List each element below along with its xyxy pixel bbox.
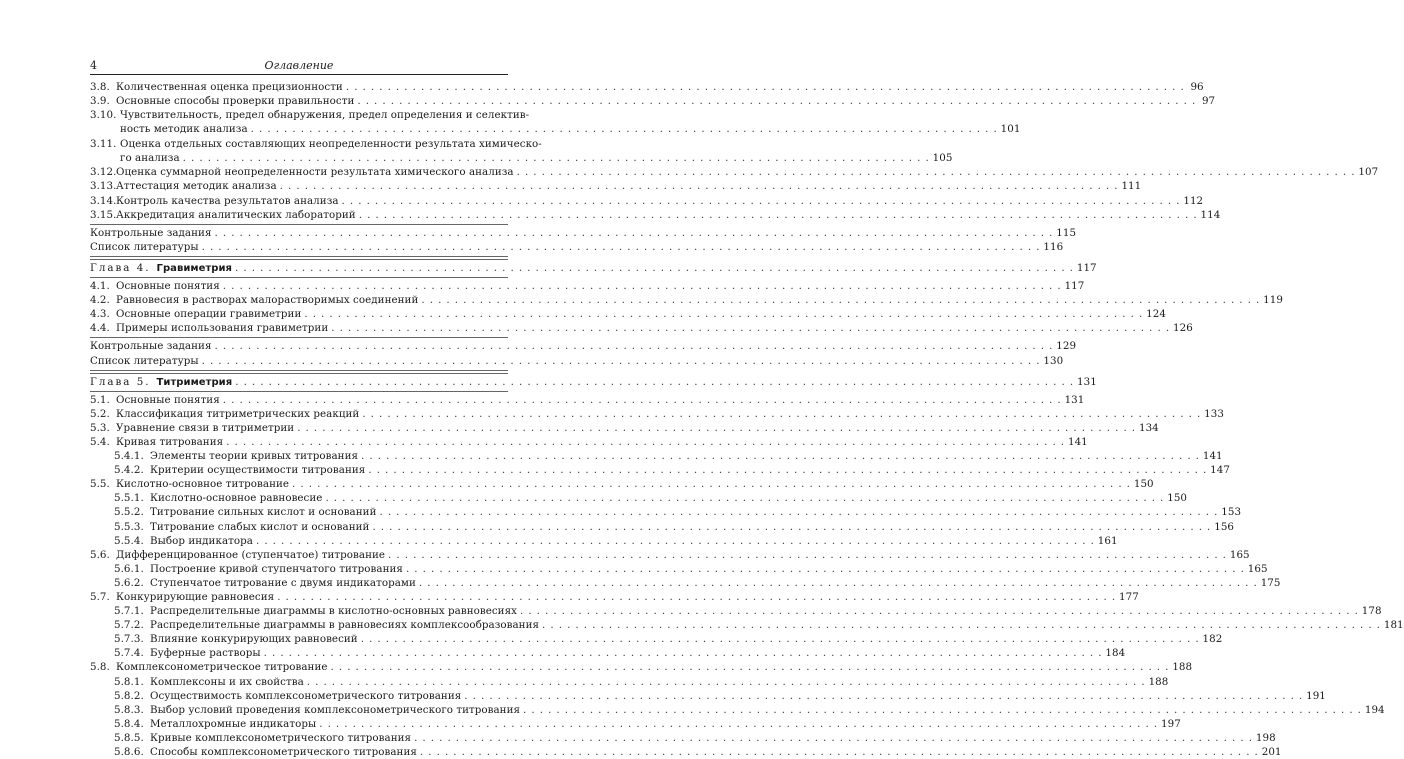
dot-leader bbox=[292, 477, 1131, 491]
toc-entry-page: 131 bbox=[1064, 393, 1085, 406]
toc-entry-page: 165 bbox=[1229, 548, 1250, 561]
toc-entry-title: Список литературы bbox=[90, 240, 199, 253]
chapter-number: Глава 5. bbox=[90, 375, 151, 388]
toc-entry-number: 4.2. bbox=[90, 294, 110, 307]
toc-entry-number: 5.4. bbox=[90, 435, 110, 448]
dot-leader bbox=[372, 520, 1211, 534]
toc-entry[interactable] bbox=[90, 449, 1223, 463]
dot-leader bbox=[419, 576, 1258, 590]
toc-entry-title-line2: го анализа bbox=[120, 152, 180, 165]
toc-entry-number: 3.13. bbox=[90, 180, 117, 193]
toc-entry-number: 5.6. bbox=[90, 548, 110, 561]
toc-entry-page: 130 bbox=[1043, 354, 1064, 367]
toc-entry[interactable] bbox=[90, 421, 1159, 435]
toc-entry-title: Осуществимость комплексонометрического титрования bbox=[150, 689, 462, 702]
dot-leader bbox=[379, 505, 1218, 519]
toc-entry-title: Титрование сильных кислот и оснований bbox=[150, 506, 377, 519]
dot-leader bbox=[414, 731, 1253, 745]
toc-entry-title: Построение кривой ступенчатого титрования bbox=[150, 562, 403, 575]
dot-leader bbox=[388, 548, 1227, 562]
toc-entry-page: 156 bbox=[1214, 520, 1235, 533]
toc-entry-number: 5.8.2. bbox=[114, 689, 144, 702]
toc-entry-page: 117 bbox=[1064, 280, 1085, 293]
toc-entry-title-line1: Оценка отдельных составляющих неопределенности результата химическо- bbox=[120, 137, 542, 150]
page-title: Оглавление bbox=[264, 59, 334, 72]
toc-entry-page: 184 bbox=[1105, 647, 1126, 660]
page-number: 4 bbox=[90, 59, 97, 72]
toc-entry-title: Распределительные диаграммы в равновесиях комплексообразования bbox=[150, 619, 540, 632]
toc-entry-number: 5.8.3. bbox=[114, 703, 144, 716]
toc-entry-page: 198 bbox=[1255, 731, 1276, 744]
toc-entry-page: 114 bbox=[1200, 208, 1221, 221]
toc-entry-title: Кривые комплексонометрического титрования bbox=[150, 731, 412, 744]
toc-entry-page: 131 bbox=[1077, 375, 1097, 388]
toc-entry-page: 188 bbox=[1172, 661, 1193, 674]
section-divider bbox=[90, 224, 508, 225]
dot-leader bbox=[277, 590, 1116, 604]
toc-entry-page: 116 bbox=[1043, 240, 1064, 253]
chapter-number: Глава 4. bbox=[90, 261, 151, 274]
toc-entry-page: 97 bbox=[1201, 95, 1216, 108]
toc-entry-title: Основные понятия bbox=[116, 393, 220, 406]
toc-entry-page: 201 bbox=[1261, 746, 1282, 759]
toc-entry-number: 5.7.3. bbox=[114, 633, 144, 646]
toc-entry-page: 115 bbox=[1056, 226, 1077, 239]
toc-entry-page: 112 bbox=[1183, 194, 1204, 207]
toc-entry-page: 175 bbox=[1260, 576, 1281, 589]
dot-leader bbox=[235, 375, 1074, 389]
toc-entry-number: 5.4.2. bbox=[114, 464, 144, 477]
toc-page bbox=[90, 58, 1404, 759]
toc-entry[interactable] bbox=[90, 562, 1268, 576]
toc-entry-title: Ступенчатое титрование с двумя индикаторами bbox=[150, 576, 416, 589]
running-head bbox=[90, 58, 508, 75]
toc-entry[interactable] bbox=[90, 632, 1223, 646]
toc-entry-number: 5.6.1. bbox=[114, 562, 144, 575]
toc-entry-title: Основные операции гравиметрии bbox=[116, 308, 302, 321]
toc-entry[interactable] bbox=[90, 279, 1085, 293]
toc-entry-number: 5.1. bbox=[90, 393, 110, 406]
toc-entry[interactable] bbox=[90, 393, 1085, 407]
dot-leader bbox=[297, 421, 1136, 435]
toc-entry-title: Дифференцированное (ступенчатое) титрование bbox=[116, 548, 386, 561]
table-of-contents bbox=[90, 80, 1404, 759]
dot-leader bbox=[523, 703, 1362, 717]
toc-entry-title: Влияние конкурирующих равновесий bbox=[150, 633, 358, 646]
dot-leader bbox=[361, 632, 1200, 646]
toc-entry-number: 3.12. bbox=[90, 166, 117, 179]
toc-entry-title: Выбор условий проведения комплексонометрического титрования bbox=[150, 703, 521, 716]
toc-entry-page: 107 bbox=[1358, 166, 1379, 179]
toc-entry[interactable] bbox=[90, 435, 1088, 449]
toc-entry[interactable] bbox=[90, 534, 1118, 548]
toc-entry-title: Аттестация методик анализа bbox=[116, 180, 277, 193]
toc-entry-number: 5.5.1. bbox=[114, 492, 144, 505]
toc-entry[interactable] bbox=[90, 179, 1142, 193]
dot-leader bbox=[331, 321, 1170, 335]
section-divider bbox=[90, 277, 508, 278]
chapter-heading[interactable] bbox=[90, 261, 1097, 275]
toc-entry-page: 161 bbox=[1097, 534, 1118, 547]
toc-entry-number: 3.10. bbox=[90, 109, 117, 122]
dot-leader bbox=[307, 675, 1146, 689]
toc-entry-number: 3.14. bbox=[90, 194, 117, 207]
toc-entry-body bbox=[120, 137, 952, 166]
toc-entry[interactable] bbox=[90, 80, 1204, 94]
toc-entry-number: 4.4. bbox=[90, 322, 110, 335]
dot-leader bbox=[304, 307, 1143, 321]
toc-entry-page: 105 bbox=[932, 152, 953, 165]
section-divider bbox=[90, 337, 508, 338]
toc-entry-title: Оценка суммарной неопределенности результата химического анализа bbox=[116, 166, 514, 179]
toc-entry[interactable] bbox=[90, 618, 1404, 632]
toc-entry-title: Основные способы проверки правильности bbox=[116, 95, 355, 108]
toc-entry-page: 129 bbox=[1056, 340, 1077, 353]
dot-leader bbox=[361, 449, 1200, 463]
toc-entry-title: Металлохромные индикаторы bbox=[150, 717, 317, 730]
toc-entry[interactable] bbox=[90, 745, 1282, 759]
toc-entry-title-line1: Чувствительность, предел обнаружения, предел определения и селектив- bbox=[120, 109, 530, 122]
toc-entry-page: 177 bbox=[1119, 591, 1139, 603]
toc-entry-title: Выбор индикатора bbox=[150, 534, 253, 547]
toc-entry-page: 182 bbox=[1202, 633, 1223, 646]
toc-entry[interactable] bbox=[90, 675, 1169, 689]
toc-entry[interactable] bbox=[90, 505, 1242, 519]
toc-entry-title: Титрование слабых кислот и оснований bbox=[150, 520, 370, 533]
toc-entry[interactable] bbox=[90, 689, 1326, 703]
toc-entry[interactable] bbox=[90, 576, 1281, 590]
toc-entry-title: Буферные растворы bbox=[150, 647, 261, 660]
toc-entry[interactable] bbox=[90, 240, 1064, 254]
toc-entry-number: 5.2. bbox=[90, 407, 110, 420]
toc-entry-page: 111 bbox=[1121, 180, 1142, 193]
toc-entry-page: 194 bbox=[1364, 703, 1385, 716]
toc-entry-number: 3.11. bbox=[90, 137, 117, 150]
chapter-title: Гравиметрия bbox=[156, 262, 233, 274]
toc-entry-page: 141 bbox=[1067, 435, 1088, 448]
toc-entry[interactable] bbox=[90, 548, 1250, 562]
toc-entry-title: Элементы теории кривых титрования bbox=[150, 450, 359, 463]
toc-entry-page: 101 bbox=[1000, 123, 1021, 136]
toc-entry-page: 178 bbox=[1361, 605, 1382, 618]
dot-leader bbox=[256, 534, 1095, 548]
dot-leader bbox=[264, 646, 1103, 660]
toc-entry-page: 188 bbox=[1148, 675, 1169, 688]
chapter-title: Титриметрия bbox=[156, 376, 233, 388]
toc-entry-page: 150 bbox=[1133, 478, 1154, 491]
toc-entry-line2 bbox=[120, 122, 1020, 136]
toc-entry-page: 150 bbox=[1167, 492, 1188, 505]
toc-entry[interactable] bbox=[90, 94, 1216, 108]
toc-entry[interactable] bbox=[90, 407, 1224, 421]
toc-entry[interactable] bbox=[90, 491, 1188, 505]
toc-entry-title: Список литературы bbox=[90, 354, 199, 367]
toc-entry-page: 141 bbox=[1202, 450, 1223, 463]
toc-entry-page: 133 bbox=[1204, 407, 1224, 420]
toc-entry[interactable] bbox=[90, 477, 1154, 491]
dot-leader bbox=[406, 562, 1245, 576]
dot-leader bbox=[226, 435, 1065, 449]
toc-entry-page: 134 bbox=[1138, 421, 1159, 434]
toc-entry[interactable] bbox=[90, 339, 1077, 353]
dot-leader bbox=[357, 94, 1196, 108]
toc-entry[interactable] bbox=[90, 226, 1077, 240]
toc-entry-title: Контроль качества результатов анализа bbox=[116, 194, 339, 207]
dot-leader bbox=[183, 151, 930, 165]
toc-entry-title: Классификация титриметрических реакций bbox=[116, 407, 360, 420]
toc-entry[interactable] bbox=[90, 520, 1235, 534]
toc-entry-number: 4.3. bbox=[90, 308, 110, 321]
toc-entry-title: Распределительные диаграммы в кислотно-основных равновесиях bbox=[150, 605, 517, 618]
toc-entry-number: 5.7.1. bbox=[114, 605, 144, 618]
toc-entry-number: 5.5.4. bbox=[114, 534, 144, 547]
toc-entry[interactable] bbox=[90, 717, 1181, 731]
dot-leader bbox=[359, 208, 1198, 222]
toc-entry-number: 5.6.2. bbox=[114, 576, 144, 589]
toc-entry-title: Кислотно-основное титрование bbox=[116, 478, 290, 491]
toc-entry[interactable] bbox=[90, 731, 1276, 745]
dot-leader bbox=[346, 80, 1185, 94]
section-divider bbox=[90, 370, 508, 371]
dot-leader bbox=[202, 240, 1041, 254]
toc-entry[interactable] bbox=[90, 590, 1139, 604]
dot-leader bbox=[331, 660, 1170, 674]
toc-entry[interactable] bbox=[90, 108, 1021, 137]
toc-entry-title: Конкурирующие равновесия bbox=[116, 591, 275, 603]
toc-entry-body bbox=[120, 108, 1020, 137]
toc-entry-title: Примеры использования гравиметрии bbox=[116, 322, 329, 335]
toc-entry-page: 126 bbox=[1173, 322, 1193, 335]
toc-entry-page: 181 bbox=[1383, 619, 1404, 632]
toc-entry[interactable] bbox=[90, 293, 1283, 307]
toc-entry[interactable] bbox=[90, 646, 1126, 660]
toc-entry[interactable] bbox=[90, 660, 1193, 674]
toc-entry-number: 5.7. bbox=[90, 591, 110, 603]
toc-entry-number: 5.5.2. bbox=[114, 506, 144, 519]
toc-entry-title: Аккредитация аналитических лабораторий bbox=[116, 208, 356, 221]
toc-entry-page: 117 bbox=[1076, 261, 1097, 274]
toc-entry-title: Основные понятия bbox=[116, 280, 220, 293]
section-divider bbox=[90, 373, 508, 374]
section-divider bbox=[90, 259, 508, 260]
toc-entry[interactable] bbox=[90, 321, 1193, 335]
dot-leader bbox=[342, 194, 1181, 208]
toc-entry-number: 5.5. bbox=[90, 478, 110, 491]
dot-leader bbox=[517, 165, 1356, 179]
toc-entry[interactable] bbox=[90, 137, 953, 166]
toc-entry-title: Способы комплексонометрического титрования bbox=[150, 746, 417, 759]
toc-entry-page: 197 bbox=[1161, 717, 1181, 730]
toc-entry-page: 191 bbox=[1306, 689, 1326, 702]
toc-entry-page: 119 bbox=[1263, 294, 1283, 307]
dot-leader bbox=[251, 122, 998, 136]
toc-entry-title-line2: ность методик анализа bbox=[120, 123, 248, 136]
dot-leader bbox=[542, 618, 1381, 632]
dot-leader bbox=[280, 179, 1119, 193]
toc-entry-number: 5.8.1. bbox=[114, 675, 144, 688]
toc-entry-title: Контрольные задания bbox=[90, 340, 212, 353]
toc-entry[interactable] bbox=[90, 194, 1204, 208]
toc-entry-title: Количественная оценка прецизионности bbox=[116, 81, 343, 93]
toc-entry-number: 5.7.4. bbox=[114, 647, 144, 660]
dot-leader bbox=[520, 604, 1359, 618]
toc-entry-title: Комплексонометрическое титрование bbox=[116, 661, 328, 674]
section-divider bbox=[90, 391, 508, 392]
dot-leader bbox=[325, 491, 1164, 505]
toc-entry[interactable] bbox=[90, 307, 1166, 321]
toc-entry-number: 5.8. bbox=[90, 661, 110, 674]
dot-leader bbox=[215, 226, 1054, 240]
dot-leader bbox=[202, 354, 1041, 368]
toc-entry-number: 4.1. bbox=[90, 280, 110, 293]
toc-entry-title: Критерии осуществимости титрования bbox=[150, 464, 366, 477]
toc-entry-page: 147 bbox=[1210, 464, 1230, 477]
toc-entry-title: Равновесия в растворах малорастворимых соединений bbox=[116, 294, 419, 307]
dot-leader bbox=[319, 717, 1158, 731]
toc-entry-title: Кислотно-основное равновесие bbox=[150, 492, 323, 505]
toc-entry[interactable] bbox=[90, 703, 1385, 717]
toc-entry-number: 5.8.6. bbox=[114, 746, 144, 759]
toc-entry-line2 bbox=[120, 151, 952, 165]
toc-entry-number: 5.8.5. bbox=[114, 731, 144, 744]
toc-entry[interactable] bbox=[90, 604, 1382, 618]
toc-entry-title: Контрольные задания bbox=[90, 226, 212, 239]
toc-entry[interactable] bbox=[90, 165, 1379, 179]
toc-entry-number: 5.3. bbox=[90, 421, 110, 434]
dot-leader bbox=[235, 261, 1074, 275]
toc-entry-number: 3.9. bbox=[90, 95, 110, 108]
toc-entry-title: Комплексоны и их свойства bbox=[150, 675, 304, 688]
dot-leader bbox=[362, 407, 1201, 421]
section-divider bbox=[90, 256, 508, 257]
toc-entry-number: 5.7.2. bbox=[114, 619, 144, 632]
dot-leader bbox=[223, 279, 1062, 293]
toc-entry-page: 96 bbox=[1190, 81, 1204, 93]
toc-entry-number: 5.5.3. bbox=[114, 520, 144, 533]
dot-leader bbox=[421, 293, 1260, 307]
toc-entry-number: 5.8.4. bbox=[114, 717, 144, 730]
dot-leader bbox=[464, 689, 1303, 703]
toc-entry[interactable] bbox=[90, 208, 1221, 222]
toc-entry-number: 5.4.1. bbox=[114, 450, 144, 463]
toc-entry-title: Уравнение связи в титриметрии bbox=[116, 421, 295, 434]
toc-entry-number: 3.8. bbox=[90, 81, 110, 93]
dot-leader bbox=[368, 463, 1207, 477]
toc-entry-page: 124 bbox=[1146, 308, 1166, 321]
toc-entry[interactable] bbox=[90, 463, 1230, 477]
chapter-heading[interactable] bbox=[90, 375, 1097, 389]
dot-leader bbox=[420, 745, 1259, 759]
toc-entry-title: Кривая титрования bbox=[116, 435, 224, 448]
toc-entry-page: 165 bbox=[1247, 562, 1268, 575]
dot-leader bbox=[215, 339, 1054, 353]
toc-entry-number: 3.15. bbox=[90, 208, 117, 221]
toc-entry[interactable] bbox=[90, 354, 1064, 368]
dot-leader bbox=[223, 393, 1062, 407]
toc-entry-page: 153 bbox=[1221, 506, 1242, 519]
